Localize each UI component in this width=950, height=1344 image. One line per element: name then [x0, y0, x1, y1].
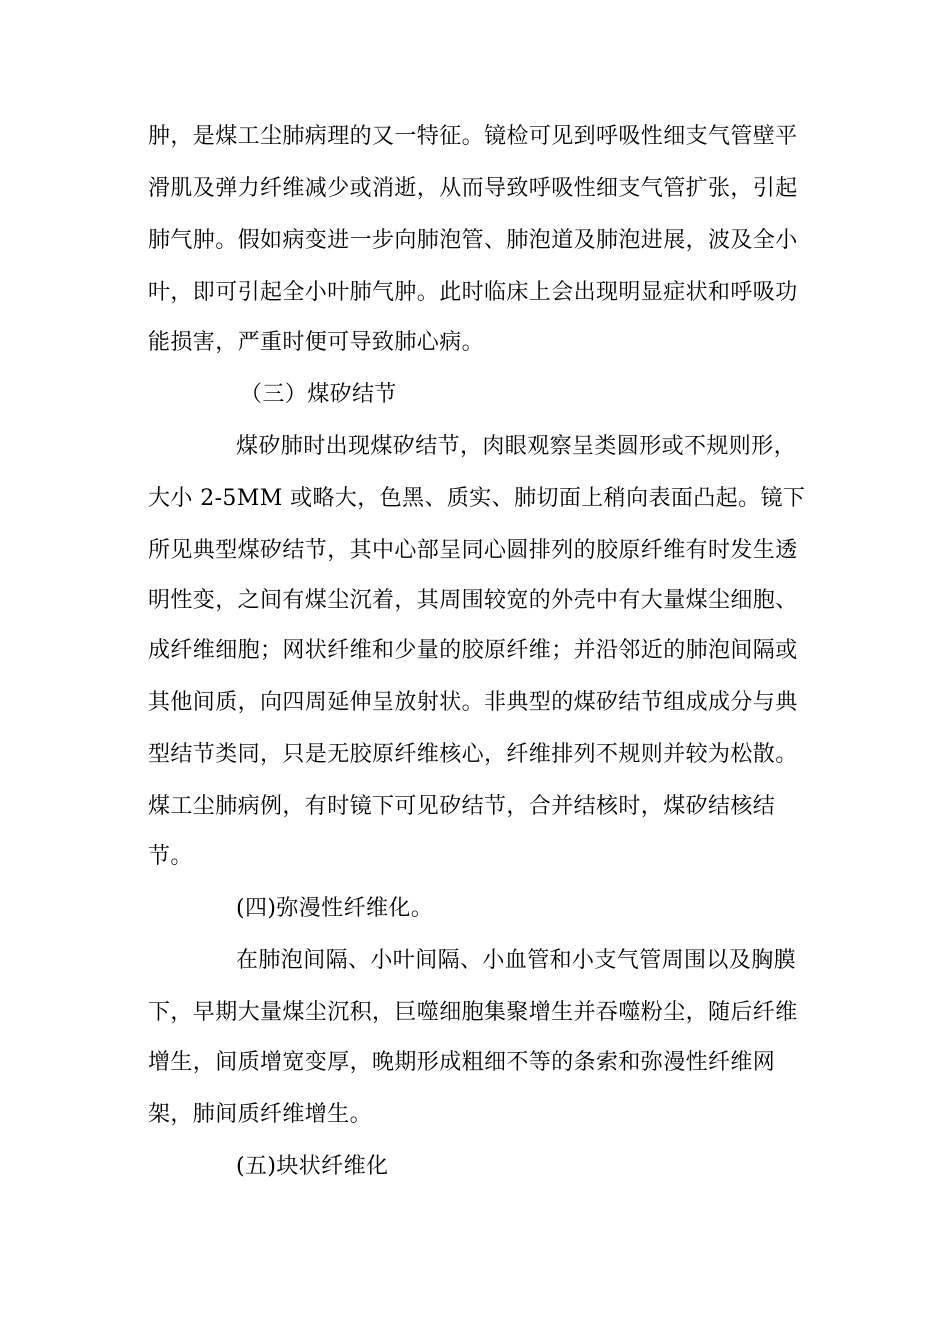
section-heading: （三）煤矽结节	[240, 382, 397, 407]
paragraph-line: 肺气肿。假如病变进一步向肺泡管、肺泡道及肺泡进展，波及全小	[148, 228, 798, 253]
section-heading: (四)弥漫性纤维化。	[236, 896, 434, 921]
paragraph-line: 增生，间质增宽变厚，晚期形成粗细不等的条索和弥漫性纤维网	[148, 1050, 776, 1075]
paragraph-line: 在肺泡间隔、小叶间隔、小血管和小支气管周围以及胸膜	[236, 948, 797, 973]
paragraph-line: 所见典型煤矽结节，其中心部呈同心圆排列的胶原纤维有时发生透	[148, 538, 798, 563]
section-heading: (五)块状纤维化	[236, 1154, 389, 1179]
paragraph-line: 煤工尘肺病例，有时镜下可见矽结节，合并结核时，煤矽结核结	[148, 794, 776, 819]
paragraph-line: 煤矽肺时出现煤矽结节，肉眼观察呈类圆形或不规则形，	[236, 434, 797, 459]
paragraph-line: 架，肺间质纤维增生。	[148, 1102, 373, 1127]
paragraph-line: 型结节类同，只是无胶原纤维核心，纤维排列不规则并较为松散。	[148, 742, 798, 767]
paragraph-line: 节。	[148, 844, 193, 869]
paragraph-line: 成纤维细胞；网状纤维和少量的胶原纤维；并沿邻近的肺泡间隔或	[148, 638, 798, 663]
paragraph-line: 肿，是煤工尘肺病理的又一特征。镜检可见到呼吸性细支气管壁平	[148, 124, 798, 149]
paragraph-line: 下，早期大量煤尘沉积，巨噬细胞集聚增生并吞噬粉尘，随后纤维	[148, 1000, 798, 1025]
paragraph-line: 叶，即可引起全小叶肺气肿。此时临床上会出现明显症状和呼吸功	[148, 280, 798, 305]
paragraph-line: 其他间质，向四周延伸呈放射状。非典型的煤矽结节组成成分与典	[148, 690, 798, 715]
paragraph-line: 滑肌及弹力纤维减少或消逝，从而导致呼吸性细支气管扩张，引起	[148, 176, 798, 201]
paragraph-line: 大小 2-5MM 或略大，色黑、质实、肺切面上稍向表面凸起。镜下	[148, 486, 806, 511]
paragraph-line: 明性变，之间有煤尘沉着，其周围较宽的外壳中有大量煤尘细胞、	[148, 588, 798, 613]
paragraph-line: 能损害，严重时便可导致肺心病。	[148, 330, 485, 355]
